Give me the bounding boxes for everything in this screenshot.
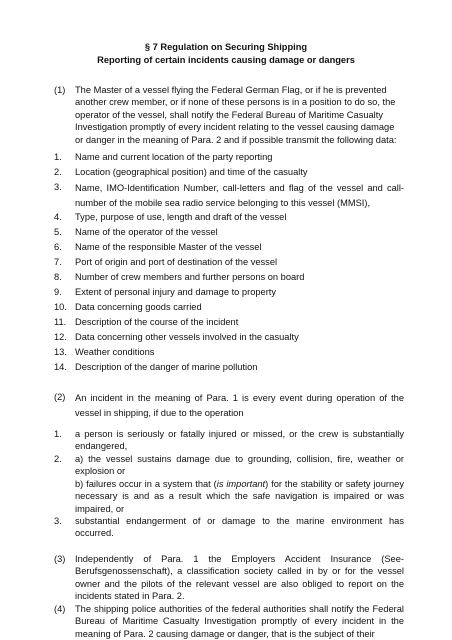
list-item-number: 10. — [54, 302, 67, 312]
list-item-text: Weather conditions — [75, 347, 155, 357]
list-item-number: 5. — [54, 227, 62, 237]
para-2-number: (2) — [54, 392, 66, 402]
para-4-number: (4) — [54, 604, 66, 614]
para-3-number: (3) — [54, 554, 66, 564]
list-item-text: Location (geographical position) and time of the casualty — [75, 167, 308, 177]
list-item-number: 2. — [54, 454, 62, 464]
list-item-number: 7. — [54, 257, 62, 267]
list-item-number: 9. — [54, 287, 62, 297]
para-4-text: The shipping police authorities of the federal authorities shall notify the Federal Bureau of Maritime Casualty Investigation promptly of every incident in the meaning of Para. 2 causing damage or danger, that is the subject of their — [75, 604, 404, 639]
sub-b-text-start: b) failures occur in a system that ( — [75, 478, 217, 489]
list-item-text: Name and current location of the party reporting — [75, 152, 273, 162]
list-item-text: Extent of personal injury and damage to property — [75, 287, 277, 297]
title-line-2: Reporting of certain incidents causing damage or dangers — [97, 55, 355, 65]
list-item-text: a person is seriously or fatally injured or missed, or the crew is substantially endangered, — [75, 429, 404, 452]
para-1-text: The Master of a vessel flying the Federal German Flag, or if he is prevented another crew member, or if none of these persons is in a position to do so, the operator of the vessel, shall notify the Federal Bureau of Maritime Casualty Investigation promptly of every incident relating to the vessel causing damage or danger in the meaning of Para. 2 and if possible transmit the following data: — [75, 85, 397, 145]
list-item-text: Data concerning other vessels involved in the casualty — [75, 332, 299, 342]
list-item-number: 4. — [54, 212, 62, 222]
list-item-number: 11. — [54, 317, 67, 327]
list-item-number: 12. — [54, 332, 67, 342]
para-2-text: An incident in the meaning of Para. 1 is every event during operation of the vessel in shipping, if due to the operation — [75, 393, 404, 418]
list-item-text: Description of the course of the incident — [75, 317, 239, 327]
list-item-number: 3. — [54, 182, 62, 192]
list-item-number: 3. — [54, 516, 62, 526]
para-3-text: Independently of Para. 1 the Employers Accident Insurance (See-Berufsgenossenschaft), a classification society called in by or for the vessel owner and the pilots of the relevant vessel are also obliged to report on the incidents stated in Para. 2. — [75, 554, 404, 602]
list-item-text: Description of the danger of marine pollution — [75, 362, 258, 372]
list-item-sub-a: a) the vessel sustains damage due to grounding, collision, fire, weather or explosion or — [75, 454, 404, 477]
para-1-number: (1) — [54, 85, 66, 95]
list-item-text: Number of crew members and further persons on board — [75, 272, 305, 282]
list-item-text: Data concerning goods carried — [75, 302, 202, 312]
list-item-text: substantial endangerment of or damage to the marine environment has occurred. — [75, 516, 404, 539]
list-item-text: Name, IMO-Identification Number, call-letters and flag of the vessel and call-number of the mobile sea radio service belonging to this vessel (MMSI), — [75, 183, 404, 208]
list-item-text: Name of the responsible Master of the vessel — [75, 242, 262, 252]
list-item-text: Name of the operator of the vessel — [75, 227, 218, 237]
list-item-number: 6. — [54, 242, 62, 252]
list-item-text — [75, 453, 404, 515]
list-item-number: 2. — [54, 167, 62, 177]
list-item-number: 13. — [54, 347, 67, 357]
list-item-number: 1. — [54, 429, 62, 439]
sub-b-emphasis: is important — [216, 478, 266, 489]
list-item-number: 1. — [54, 152, 62, 162]
sub-b-text-end: ) for the stability or safety journey necessary is and as a result which the safe navigation is impaired or was impaired, or — [75, 478, 404, 514]
list-item-text: Type, purpose of use, length and draft of the vessel — [75, 212, 287, 222]
title-line-1: § 7 Regulation on Securing Shipping — [144, 42, 308, 52]
list-item-text: Port of origin and port of destination of the vessel — [75, 257, 278, 267]
list-item-number: 8. — [54, 272, 62, 282]
list-item-number: 14. — [54, 362, 67, 372]
list-item-sub-b — [75, 478, 404, 515]
